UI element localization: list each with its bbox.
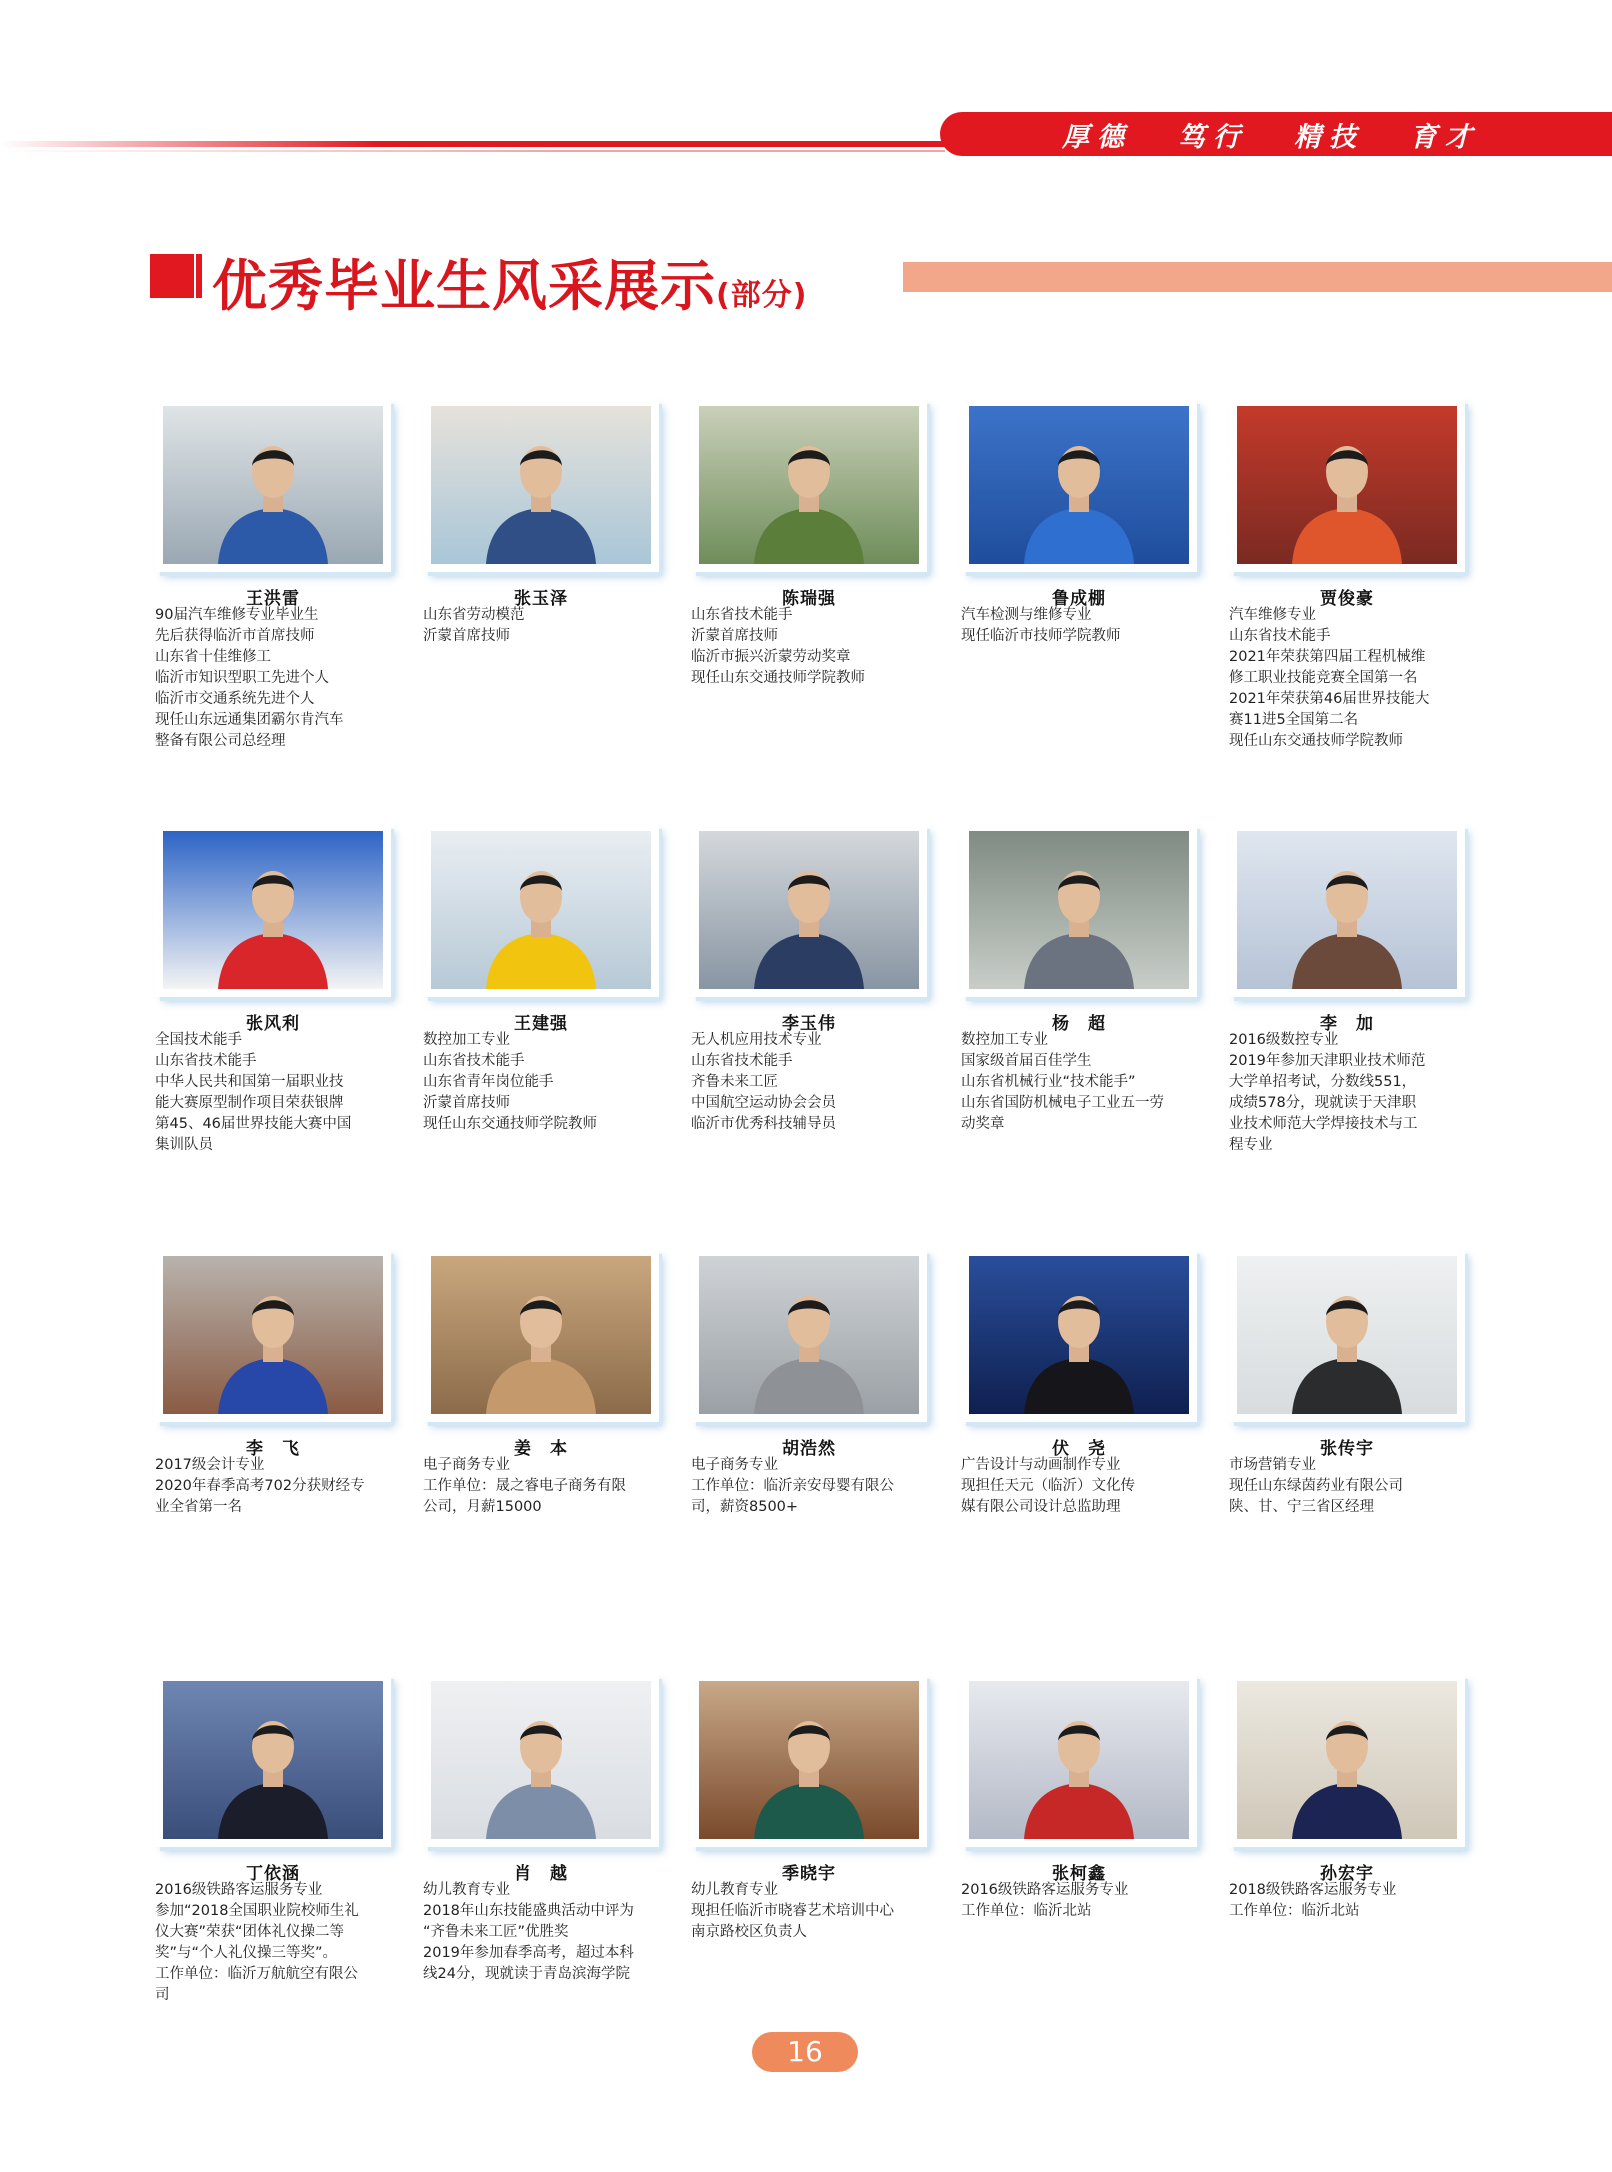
graduate-photo [1237, 831, 1457, 989]
graduate-description [691, 605, 931, 689]
graduate-description-line: 现任山东远通集团霸尔肯汽车 [155, 712, 344, 728]
graduate-description-line: 奖”与“个人礼仪操三等奖”。 [155, 1945, 338, 1961]
graduate-photo [969, 1681, 1189, 1839]
graduate-description-line: 临沂市知识型职工先进个人 [155, 670, 329, 686]
graduate-description-line: 山东省技术能手 [1229, 628, 1331, 644]
graduate-photo-frame [963, 1675, 1195, 1845]
graduate-photo [699, 1256, 919, 1414]
graduate-photo-frame [425, 1675, 657, 1845]
motto-word: 笃行 [1178, 121, 1248, 153]
graduate-description-line: 无人机应用技术专业 [691, 1032, 822, 1048]
graduate-description-line: 赛11进5全国第二名 [1229, 712, 1359, 728]
graduate-photo-frame [425, 825, 657, 995]
graduate-description [155, 1455, 395, 1518]
graduate-description-line: 2016级铁路客运服务专业 [155, 1882, 323, 1898]
graduate-description-line: 中华人民共和国第一届职业技 [155, 1074, 344, 1090]
graduate-photo-frame [963, 825, 1195, 995]
graduate-photo [969, 831, 1189, 989]
graduate-photo-frame [157, 1250, 389, 1420]
graduate-description-line: 动奖章 [961, 1116, 1005, 1132]
graduate-photo [699, 1681, 919, 1839]
graduate-name: 王洪雷 [246, 589, 300, 609]
graduate-photo-frame [157, 400, 389, 570]
graduate-photo-frame [1231, 825, 1463, 995]
graduate-photo [969, 1256, 1189, 1414]
graduate-description [961, 1030, 1201, 1135]
graduate-description-line: 山东省青年岗位能手 [423, 1074, 554, 1090]
graduate-description-line: 大学单招考试，分数线551， [1229, 1074, 1417, 1090]
graduate-photo [163, 831, 383, 989]
graduate-description-line: 工作单位：临沂亲安母婴有限公 [691, 1478, 894, 1494]
graduate-description-line: 现任山东交通技师学院教师 [423, 1116, 597, 1132]
graduate-description [423, 1455, 663, 1518]
graduate-photo-frame [425, 1250, 657, 1420]
graduate-photo [431, 1681, 651, 1839]
graduate-description-line: 司 [155, 1987, 170, 2003]
graduate-description-line: 现任山东交通技师学院教师 [1229, 733, 1403, 749]
graduate-description [691, 1880, 931, 1943]
graduate-photo-frame [1231, 1250, 1463, 1420]
motto-word: 育才 [1410, 121, 1480, 153]
graduate-description-line: 现任山东绿茵药业有限公司 [1229, 1478, 1403, 1494]
graduate-name: 张风利 [246, 1014, 300, 1034]
motto-word: 厚德 [1062, 121, 1132, 153]
graduate-description-line: “齐鲁未来工匠”优胜奖 [423, 1924, 569, 1940]
motto-banner [940, 112, 1612, 156]
graduate-description [155, 1880, 395, 2006]
graduate-photo-frame [693, 1675, 925, 1845]
graduate-name: 李 加 [1320, 1014, 1374, 1034]
graduate-photo-frame [963, 400, 1195, 570]
graduate-description-line: 2021年荣获第46届世界技能大 [1229, 691, 1430, 707]
graduate-description-line: 现任临沂市技师学院教师 [961, 628, 1121, 644]
graduate-description-line: 广告设计与动画制作专业 [961, 1457, 1121, 1473]
page-title [212, 242, 807, 321]
graduate-photo [699, 831, 919, 989]
graduate-name: 张柯鑫 [1052, 1864, 1106, 1884]
graduate-description-line: 电子商务专业 [423, 1457, 510, 1473]
graduate-description [423, 605, 663, 647]
graduate-photo [431, 831, 651, 989]
graduate-description-line: 国家级首届百佳学生 [961, 1053, 1092, 1069]
graduate-description [961, 1455, 1201, 1518]
graduate-photo-frame [693, 1250, 925, 1420]
page-number: 16 [752, 2032, 858, 2072]
graduate-name: 杨 超 [1052, 1014, 1106, 1034]
graduate-description-line: 市场营销专业 [1229, 1457, 1316, 1473]
graduate-description [423, 1880, 663, 1985]
graduate-description-line: 临沂市振兴沂蒙劳动奖章 [691, 649, 851, 665]
graduate-name: 孙宏宇 [1320, 1864, 1374, 1884]
graduate-description-line: 2019年参加天津职业技术师范 [1229, 1053, 1426, 1069]
graduate-description-line: 第45、46届世界技能大赛中国 [155, 1116, 352, 1132]
graduate-photo [163, 1256, 383, 1414]
graduate-name: 胡浩然 [782, 1439, 836, 1459]
graduate-photo-frame [693, 825, 925, 995]
graduate-description-line: 集训队员 [155, 1137, 213, 1153]
graduate-description-line: 工作单位：临沂万航航空有限公 [155, 1966, 358, 1982]
graduate-name: 鲁成棚 [1052, 589, 1106, 609]
graduate-photo [1237, 406, 1457, 564]
graduate-description-line: 程专业 [1229, 1137, 1273, 1153]
graduate-description [961, 605, 1201, 647]
graduate-photo-frame [693, 400, 925, 570]
graduate-photo-frame [157, 825, 389, 995]
graduate-description [155, 1030, 395, 1156]
graduate-description [691, 1030, 931, 1135]
graduate-description-line: 成绩578分，现就读于天津职 [1229, 1095, 1417, 1111]
graduate-description-line: 2021年荣获第四届工程机械维 [1229, 649, 1426, 665]
page-title-text: 优秀毕业生风采展示 [212, 254, 717, 318]
graduate-description-line: 汽车检测与维修专业 [961, 607, 1092, 623]
graduate-description-line: 整备有限公司总经理 [155, 733, 286, 749]
graduate-photo [969, 406, 1189, 564]
graduate-name: 陈瑞强 [782, 589, 836, 609]
page-title-subtitle: (部分) [716, 278, 808, 313]
graduate-description-line: 沂蒙首席技师 [423, 628, 510, 644]
graduate-name: 季晓宇 [782, 1864, 836, 1884]
graduate-photo-frame [1231, 1675, 1463, 1845]
graduate-name: 贾俊豪 [1320, 589, 1374, 609]
graduate-description-line: 修工职业技能竞赛全国第一名 [1229, 670, 1418, 686]
graduate-description-line: 业技术师范大学焊接技术与工 [1229, 1116, 1418, 1132]
graduate-name: 张传宇 [1320, 1439, 1374, 1459]
title-marker-bar [196, 254, 202, 298]
header-rule [0, 141, 945, 147]
graduate-description-line: 山东省技术能手 [691, 1053, 793, 1069]
graduate-description-line: 山东省机械行业“技术能手” [961, 1074, 1136, 1090]
graduate-description-line: 临沂市交通系统先进个人 [155, 691, 315, 707]
graduate-description-line: 山东省劳动模范 [423, 607, 525, 623]
graduate-description-line: 工作单位：临沂北站 [1229, 1903, 1360, 1919]
title-marker-square [150, 254, 194, 298]
graduate-description-line: 仪大赛”荣获“团体礼仪操二等 [155, 1924, 345, 1940]
graduate-photo [163, 406, 383, 564]
graduate-description-line: 山东省技术能手 [423, 1053, 525, 1069]
graduate-photo [431, 1256, 651, 1414]
graduate-description-line: 临沂市优秀科技辅导员 [691, 1116, 836, 1132]
graduate-description-line: 2020年春季高考702分获财经专 [155, 1478, 365, 1494]
graduate-description-line: 2017级会计专业 [155, 1457, 265, 1473]
graduate-name: 丁依涵 [246, 1864, 300, 1884]
graduate-description-line: 全国技术能手 [155, 1032, 242, 1048]
graduate-photo [1237, 1256, 1457, 1414]
graduate-photo-frame [1231, 400, 1463, 570]
graduate-photo [163, 1681, 383, 1839]
graduate-description-line: 现任山东交通技师学院教师 [691, 670, 865, 686]
graduate-name: 肖 越 [514, 1864, 568, 1884]
graduate-description-line: 90届汽车维修专业毕业生 [155, 607, 319, 623]
graduate-description-line: 司，薪资8500+ [691, 1499, 799, 1515]
graduate-description-line: 2018年山东技能盛典活动中评为 [423, 1903, 634, 1919]
graduate-description-line: 2018级铁路客运服务专业 [1229, 1882, 1397, 1898]
graduate-description [691, 1455, 931, 1518]
graduate-description-line: 2016级铁路客运服务专业 [961, 1882, 1129, 1898]
graduate-description-line: 山东省十佳维修工 [155, 649, 271, 665]
graduate-description-line: 工作单位：临沂北站 [961, 1903, 1092, 1919]
motto-word: 精技 [1294, 121, 1364, 153]
graduate-description [1229, 1030, 1469, 1156]
graduate-description-line: 幼儿教育专业 [423, 1882, 510, 1898]
graduate-description-line: 工作单位：晟之睿电子商务有限 [423, 1478, 626, 1494]
graduate-description [1229, 1455, 1469, 1518]
graduate-description-line: 沂蒙首席技师 [691, 628, 778, 644]
graduate-photo-frame [425, 400, 657, 570]
graduate-description-line: 齐鲁未来工匠 [691, 1074, 778, 1090]
graduate-description [1229, 1880, 1469, 1922]
graduate-description-line: 线24分，现就读于青岛滨海学院 [423, 1966, 630, 1982]
graduate-description-line: 山东省技术能手 [155, 1053, 257, 1069]
graduate-name: 李 飞 [246, 1439, 300, 1459]
graduate-description-line: 2016级数控专业 [1229, 1032, 1339, 1048]
graduate-description-line: 幼儿教育专业 [691, 1882, 778, 1898]
graduate-description-line: 2019年参加春季高考，超过本科 [423, 1945, 634, 1961]
graduate-description [961, 1880, 1201, 1922]
graduate-description [1229, 605, 1469, 752]
graduate-description-line: 南京路校区负责人 [691, 1924, 807, 1940]
graduate-description-line: 现担任临沂市晓睿艺术培训中心 [691, 1903, 894, 1919]
graduate-photo [699, 406, 919, 564]
graduate-description-line: 电子商务专业 [691, 1457, 778, 1473]
graduate-description-line: 公司，月薪15000 [423, 1499, 542, 1515]
graduate-description-line: 数控加工专业 [423, 1032, 510, 1048]
graduate-description-line: 山东省国防机械电子工业五一劳 [961, 1095, 1164, 1111]
graduate-description-line: 媒有限公司设计总监助理 [961, 1499, 1121, 1515]
graduate-description [155, 605, 395, 752]
graduate-name: 伏 尧 [1052, 1439, 1106, 1459]
title-accent-stripe [903, 262, 1612, 292]
graduate-description-line: 能大赛原型制作项目荣获银牌 [155, 1095, 344, 1111]
header-rule-thin [0, 150, 945, 152]
graduate-name: 李玉伟 [782, 1014, 836, 1034]
graduate-description-line: 汽车维修专业 [1229, 607, 1316, 623]
graduate-description-line: 业全省第一名 [155, 1499, 242, 1515]
graduate-photo-frame [963, 1250, 1195, 1420]
graduate-description-line: 先后获得临沂市首席技师 [155, 628, 315, 644]
graduate-description-line: 现担任天元（临沂）文化传 [961, 1478, 1135, 1494]
graduate-name: 王建强 [514, 1014, 568, 1034]
graduate-photo [1237, 1681, 1457, 1839]
graduate-description-line: 中国航空运动协会会员 [691, 1095, 836, 1111]
graduate-name: 张玉泽 [514, 589, 568, 609]
graduate-photo [431, 406, 651, 564]
graduate-name: 姜 本 [514, 1439, 568, 1459]
graduate-description-line: 沂蒙首席技师 [423, 1095, 510, 1111]
graduate-description-line: 参加“2018全国职业院校师生礼 [155, 1903, 359, 1919]
graduate-description-line: 陕、甘、宁三省区经理 [1229, 1499, 1374, 1515]
graduate-photo-frame [157, 1675, 389, 1845]
graduate-description-line: 山东省技术能手 [691, 607, 793, 623]
graduate-description [423, 1030, 663, 1135]
graduate-description-line: 数控加工专业 [961, 1032, 1048, 1048]
